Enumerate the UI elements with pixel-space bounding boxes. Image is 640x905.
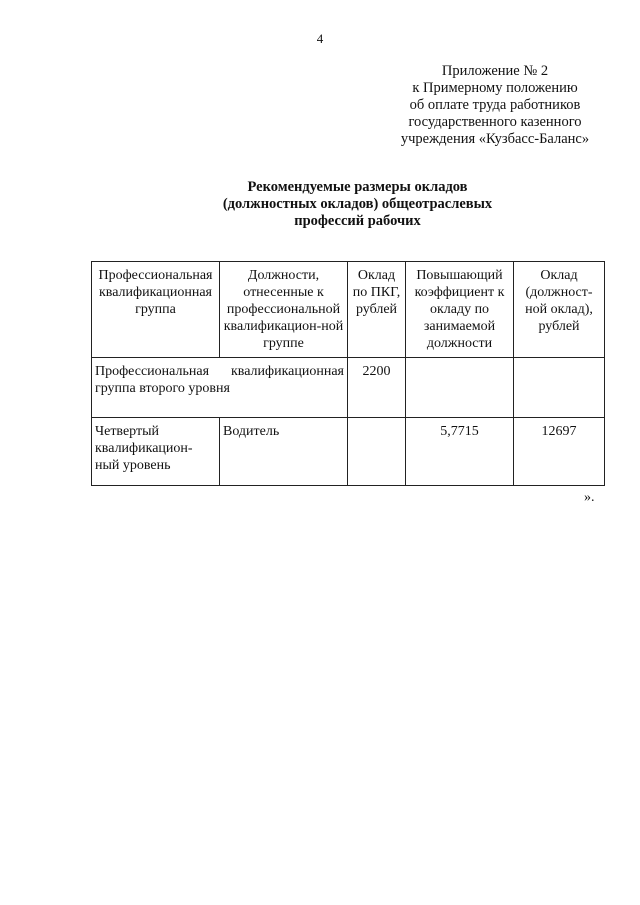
group-pkg-salary-cell: 2200 (348, 358, 406, 418)
header-cell-coefficient: Повышающий коэффициент к окладу по занимаемой должности (406, 262, 514, 358)
position-cell: Водитель (220, 418, 348, 486)
qualification-level-cell: Четвертый квалификацион-ный уровень (92, 418, 220, 486)
appendix-line: государственного казенного (408, 114, 582, 130)
header-cell-salary: Оклад (должност-ной оклад), рублей (514, 262, 605, 358)
group-name-line: группа второго уровня (95, 381, 230, 396)
title-line: (должностных окладов) общеотраслевых (222, 196, 493, 212)
table-header-row (92, 262, 605, 358)
empty-cell (514, 358, 605, 418)
coefficient-cell: 5,7715 (406, 418, 514, 486)
header-cell-pkg-salary: Оклад по ПКГ, рублей (348, 262, 406, 358)
appendix-block (370, 63, 620, 148)
group-name-cell (92, 358, 348, 418)
page-number: 4 (316, 31, 324, 46)
closing-quote-mark: ». (584, 490, 595, 505)
level-pkg-salary-cell (348, 418, 406, 486)
table-row (92, 358, 605, 418)
header-cell-qualification-group: Профессиональная квалификационная группа (92, 262, 220, 358)
document-title (150, 179, 565, 230)
empty-cell (406, 358, 514, 418)
group-name-line: Профессиональная квалификационная (95, 364, 344, 379)
appendix-line: к Примерному положению (412, 80, 578, 96)
appendix-line: об оплате труда работников (409, 97, 581, 113)
appendix-line: Приложение № 2 (441, 63, 549, 79)
title-line: профессий рабочих (294, 213, 421, 229)
salary-table (91, 261, 605, 486)
appendix-line: учреждения «Кузбасс-Баланс» (400, 131, 590, 147)
header-cell-positions: Должности, отнесенные к профессиональной квалификацион-ной группе (220, 262, 348, 358)
salary-cell: 12697 (514, 418, 605, 486)
title-line: Рекомендуемые размеры окладов (247, 179, 468, 195)
table-row (92, 418, 605, 486)
